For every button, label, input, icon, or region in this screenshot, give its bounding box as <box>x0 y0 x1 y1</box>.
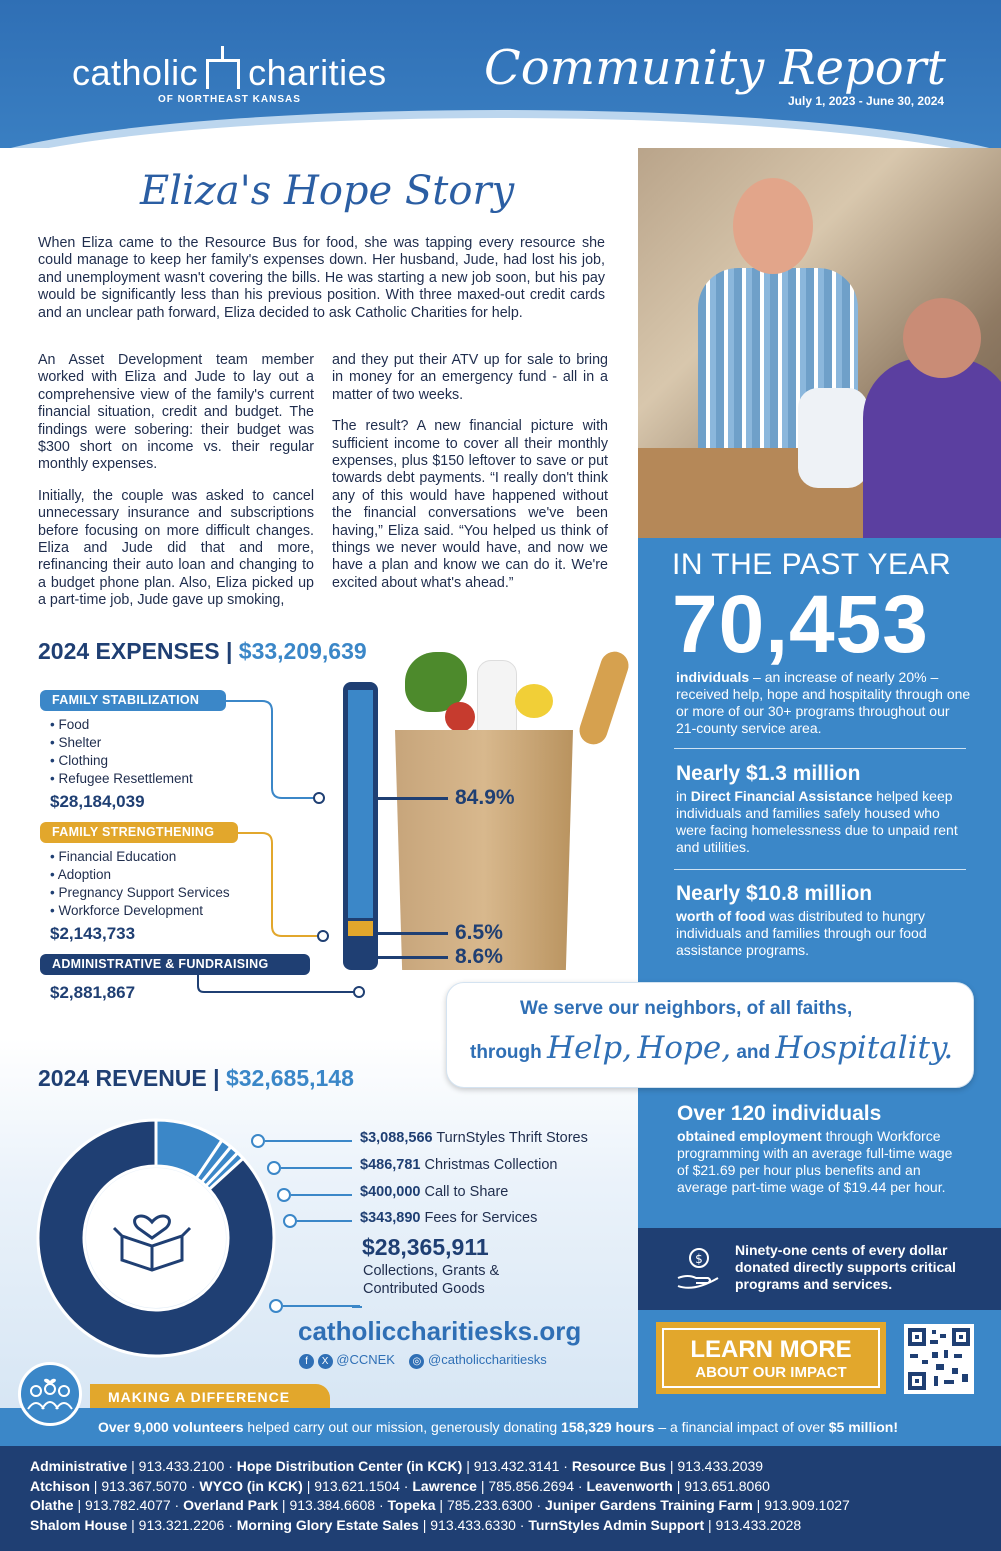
list-item: • Financial Education <box>50 848 230 866</box>
tagline-line-2: through Help, Hope, and Hospitality. <box>470 1030 954 1066</box>
past-year-label: IN THE PAST YEAR <box>672 548 952 581</box>
category-pill: ADMINISTRATIVE & FUNDRAISING <box>40 954 310 975</box>
banana-image <box>515 684 553 718</box>
contact-location: Topeka <box>387 1497 436 1513</box>
contact-phone[interactable]: 913.433.2028 <box>715 1516 802 1533</box>
expense-bar-segment <box>348 690 373 918</box>
expense-bar-segment <box>348 921 373 936</box>
svg-text:$: $ <box>695 1252 703 1266</box>
contact-location: Shalom House <box>30 1516 128 1533</box>
milk-image <box>477 660 517 740</box>
revenue-main-label: Collections, Grants & Contributed Goods <box>363 1263 500 1297</box>
learn-more-label: LEARN MORE <box>690 1336 852 1363</box>
donation-text: Ninety-one cents of every dollar donated directly supports critical programs and services. <box>735 1242 956 1292</box>
pct-label: 8.6% <box>455 945 503 968</box>
contact-phone[interactable]: 913.367.5070 <box>101 1477 187 1494</box>
story-paragraph: Initially, the couple was asked to cancel unnecessary insurance and subscriptions before focusing on more difficult changes. Eliza and Jude did that and more, refinancing their auto loan and changing to a budget phone plan. Also, Eliza picked up a part-time job, Jude gave up smoking, <box>38 487 314 609</box>
x-handle[interactable]: @CCNEK <box>336 1352 395 1367</box>
hand-coin-icon <box>674 1244 724 1294</box>
list-item: • Pregnancy Support Services <box>50 884 230 902</box>
pct-label: 84.9% <box>455 786 515 809</box>
contact-row: Olathe | 913.782.4077 · Overland Park | 913.384.6608 · Topeka | 785.233.6300 · Juniper Gardens Training Farm | 913.909.1027 <box>30 1497 850 1513</box>
contact-location: Atchison <box>30 1477 90 1494</box>
revenue-item: $486,781 Christmas Collection <box>360 1157 558 1173</box>
story-paragraph: and they put their ATV up for sale to bring in money for an emergency fund - all in a matter of two weeks. <box>332 352 608 403</box>
list-item: • Workforce Development <box>50 902 230 920</box>
list-item: • Refugee Resettlement <box>50 770 193 788</box>
heart-box-icon <box>112 1192 192 1272</box>
expense-bar-segment <box>348 939 373 962</box>
tagline-line-1: We serve our neighbors, of all faiths, <box>520 998 853 1019</box>
apple-image <box>445 702 475 732</box>
dfa-text: in Direct Financial Assistance helped keep individuals and families safely housed who were facing homelessness due to unpaid rent and utilities. <box>676 788 958 855</box>
contact-directory <box>0 1446 1001 1551</box>
category-pill: FAMILY STRENGTHENING <box>40 822 238 843</box>
contact-location: Administrative <box>30 1458 128 1474</box>
logo: catholic charities <box>72 52 387 93</box>
contact-phone[interactable]: 913.782.4077 <box>85 1497 171 1513</box>
list-item: • Shelter <box>50 734 193 752</box>
contact-location: Overland Park <box>183 1497 279 1513</box>
contact-phone[interactable]: 913.433.6330 <box>430 1516 516 1533</box>
revenue-item: $400,000 Call to Share <box>360 1184 509 1200</box>
report-title: Community Report <box>484 40 946 96</box>
expense-bar-segments <box>348 690 373 962</box>
employment-heading: Over 120 individuals <box>677 1102 882 1125</box>
contact-phone[interactable]: 913.321.2206 <box>138 1516 225 1533</box>
learn-more-button[interactable] <box>656 1322 886 1394</box>
contact-location: WYCO (in KCK) <box>199 1477 303 1494</box>
x-icon[interactable]: X <box>318 1354 333 1369</box>
contact-location: Morning Glory Estate Sales <box>236 1516 419 1533</box>
social-links <box>299 1352 547 1369</box>
list-item: • Clothing <box>50 752 193 770</box>
contact-phone[interactable]: 913.433.2100 <box>138 1458 225 1474</box>
volunteers-icon <box>18 1362 82 1426</box>
story-paragraph: The result? A new financial picture with sufficient income to cover all their monthly expenses, plus $150 leftover to save or put towards debt payments. “I really don't think any of this would have happened without the financial conversations we've been having,” Eliza said. “You helped us think of things we never would have, and now we have a plan and know we can do it. We're excited about what's ahead.” <box>332 418 608 591</box>
report-date: July 1, 2023 - June 30, 2024 <box>788 94 945 108</box>
instagram-handle[interactable]: @catholiccharitiesks <box>428 1352 547 1367</box>
contact-row: Administrative | 913.433.2100 · Hope Distribution Center (in KCK) | 913.432.3141 · Resource Bus | 913.433.2039 <box>30 1458 764 1474</box>
donation-box <box>638 1228 1001 1310</box>
revenue-title: 2024 REVENUE | $32,685,148 <box>38 1065 354 1091</box>
divider <box>674 748 966 749</box>
category-amount: $2,143,733 <box>50 924 136 943</box>
house-cross-icon <box>206 59 240 89</box>
pct-label: 6.5% <box>455 921 503 944</box>
logo-subtitle: OF NORTHEAST KANSAS <box>158 94 301 105</box>
food-heading: Nearly $10.8 million <box>676 882 873 905</box>
divider <box>674 869 966 870</box>
dfa-heading: Nearly $1.3 million <box>676 762 861 785</box>
story-column-1 <box>38 352 314 624</box>
contact-location: TurnStyles Admin Support <box>528 1516 705 1533</box>
revenue-main-amount: $28,365,911 <box>362 1234 489 1260</box>
list-item: • Adoption <box>50 866 230 884</box>
contact-location: Hope Distribution Center (in KCK) <box>236 1458 463 1474</box>
revenue-item: $343,890 Fees for Services <box>360 1210 538 1226</box>
category-amount: $2,881,867 <box>50 983 136 1002</box>
list-item: • Food <box>50 716 193 734</box>
website-link[interactable]: catholiccharitiesks.org <box>298 1316 582 1346</box>
story-paragraph: An Asset Development team member worked with Eliza and Jude to lay out a comprehensive view of the family's current financial situation, credit and budget. The findings were sobering: their budget was $300 short on income vs. their regular monthly expenses. <box>38 352 314 473</box>
contact-phone[interactable]: 913.651.8060 <box>684 1477 770 1494</box>
food-text: worth of food was distributed to hungry individuals and families through our food assistance programs. <box>676 908 927 958</box>
story-title: Eliza's Hope Story <box>140 168 515 214</box>
contact-phone[interactable]: 913.432.3141 <box>473 1458 560 1474</box>
learn-more-sublabel: ABOUT OUR IMPACT <box>695 1364 847 1381</box>
qr-code-icon[interactable] <box>904 1324 974 1394</box>
contact-location: Juniper Gardens Training Farm <box>545 1497 753 1513</box>
contact-row: Shalom House | 913.321.2206 · Morning Glory Estate Sales | 913.433.6330 · TurnStyles Admin Support | 913.433.2028 <box>30 1516 802 1533</box>
contact-phone[interactable]: 785.233.6300 <box>446 1497 533 1513</box>
category-amount: $28,184,039 <box>50 792 145 811</box>
contact-location: Resource Bus <box>571 1458 666 1474</box>
contact-location: Olathe <box>30 1497 74 1513</box>
story-intro: When Eliza came to the Resource Bus for food, she was tapping every resource she could manage to keep her family's expenses down. Her husband, Jude, had lost his job, and unemployment wasn't covering the bills. He was starting a new job soon, but his pay would be significantly less than his previous position. With three maxed-out credit cards and an unclear path forward, Eliza decided to ask Catholic Charities for help. <box>38 235 605 321</box>
volunteer-photo <box>638 148 1001 538</box>
individuals-count: 70,453 <box>672 579 929 670</box>
contact-phone[interactable]: 913.621.1504 <box>314 1477 400 1494</box>
expenses-title: 2024 EXPENSES | $33,209,639 <box>38 638 367 664</box>
instagram-icon[interactable]: ◎ <box>409 1354 424 1369</box>
volunteer-band: Over 9,000 volunteers helped carry out our mission, generously donating 158,329 hours – a financial impact of over $5 million! <box>0 1408 1001 1446</box>
making-difference-tab: MAKING A DIFFERENCE <box>90 1384 330 1410</box>
contact-row: Atchison | 913.367.5070 · WYCO (in KCK) | 913.621.1504 · Lawrence | 785.856.2694 · Leavenworth | 913.651.8060 <box>30 1477 770 1494</box>
employment-text: obtained employment through Workforce programming with an average full-time wage of $21.69 per hour plus benefits and an average part-time wage of $19.44 per hour. <box>677 1128 953 1195</box>
contact-location: Leavenworth <box>586 1477 673 1494</box>
story-column-2 <box>332 352 608 606</box>
contact-phone[interactable]: 913.909.1027 <box>764 1497 850 1513</box>
individuals-text: individuals – an increase of nearly 20% – received help, hope and hospitality through one or more of our 30+ programs throughout our 21-county service area. <box>676 669 971 736</box>
header-banner <box>0 0 1001 148</box>
contact-phone[interactable]: 785.856.2694 <box>488 1477 575 1494</box>
category-pill: FAMILY STABILIZATION <box>40 690 226 711</box>
revenue-item: $3,088,566 TurnStyles Thrift Stores <box>360 1130 588 1146</box>
revenue-connectors <box>240 1125 360 1315</box>
contact-phone[interactable]: 913.433.2039 <box>677 1458 764 1474</box>
contact-location: Lawrence <box>412 1477 477 1494</box>
contact-phone[interactable]: 913.384.6608 <box>289 1497 376 1513</box>
facebook-icon[interactable]: f <box>299 1354 314 1369</box>
